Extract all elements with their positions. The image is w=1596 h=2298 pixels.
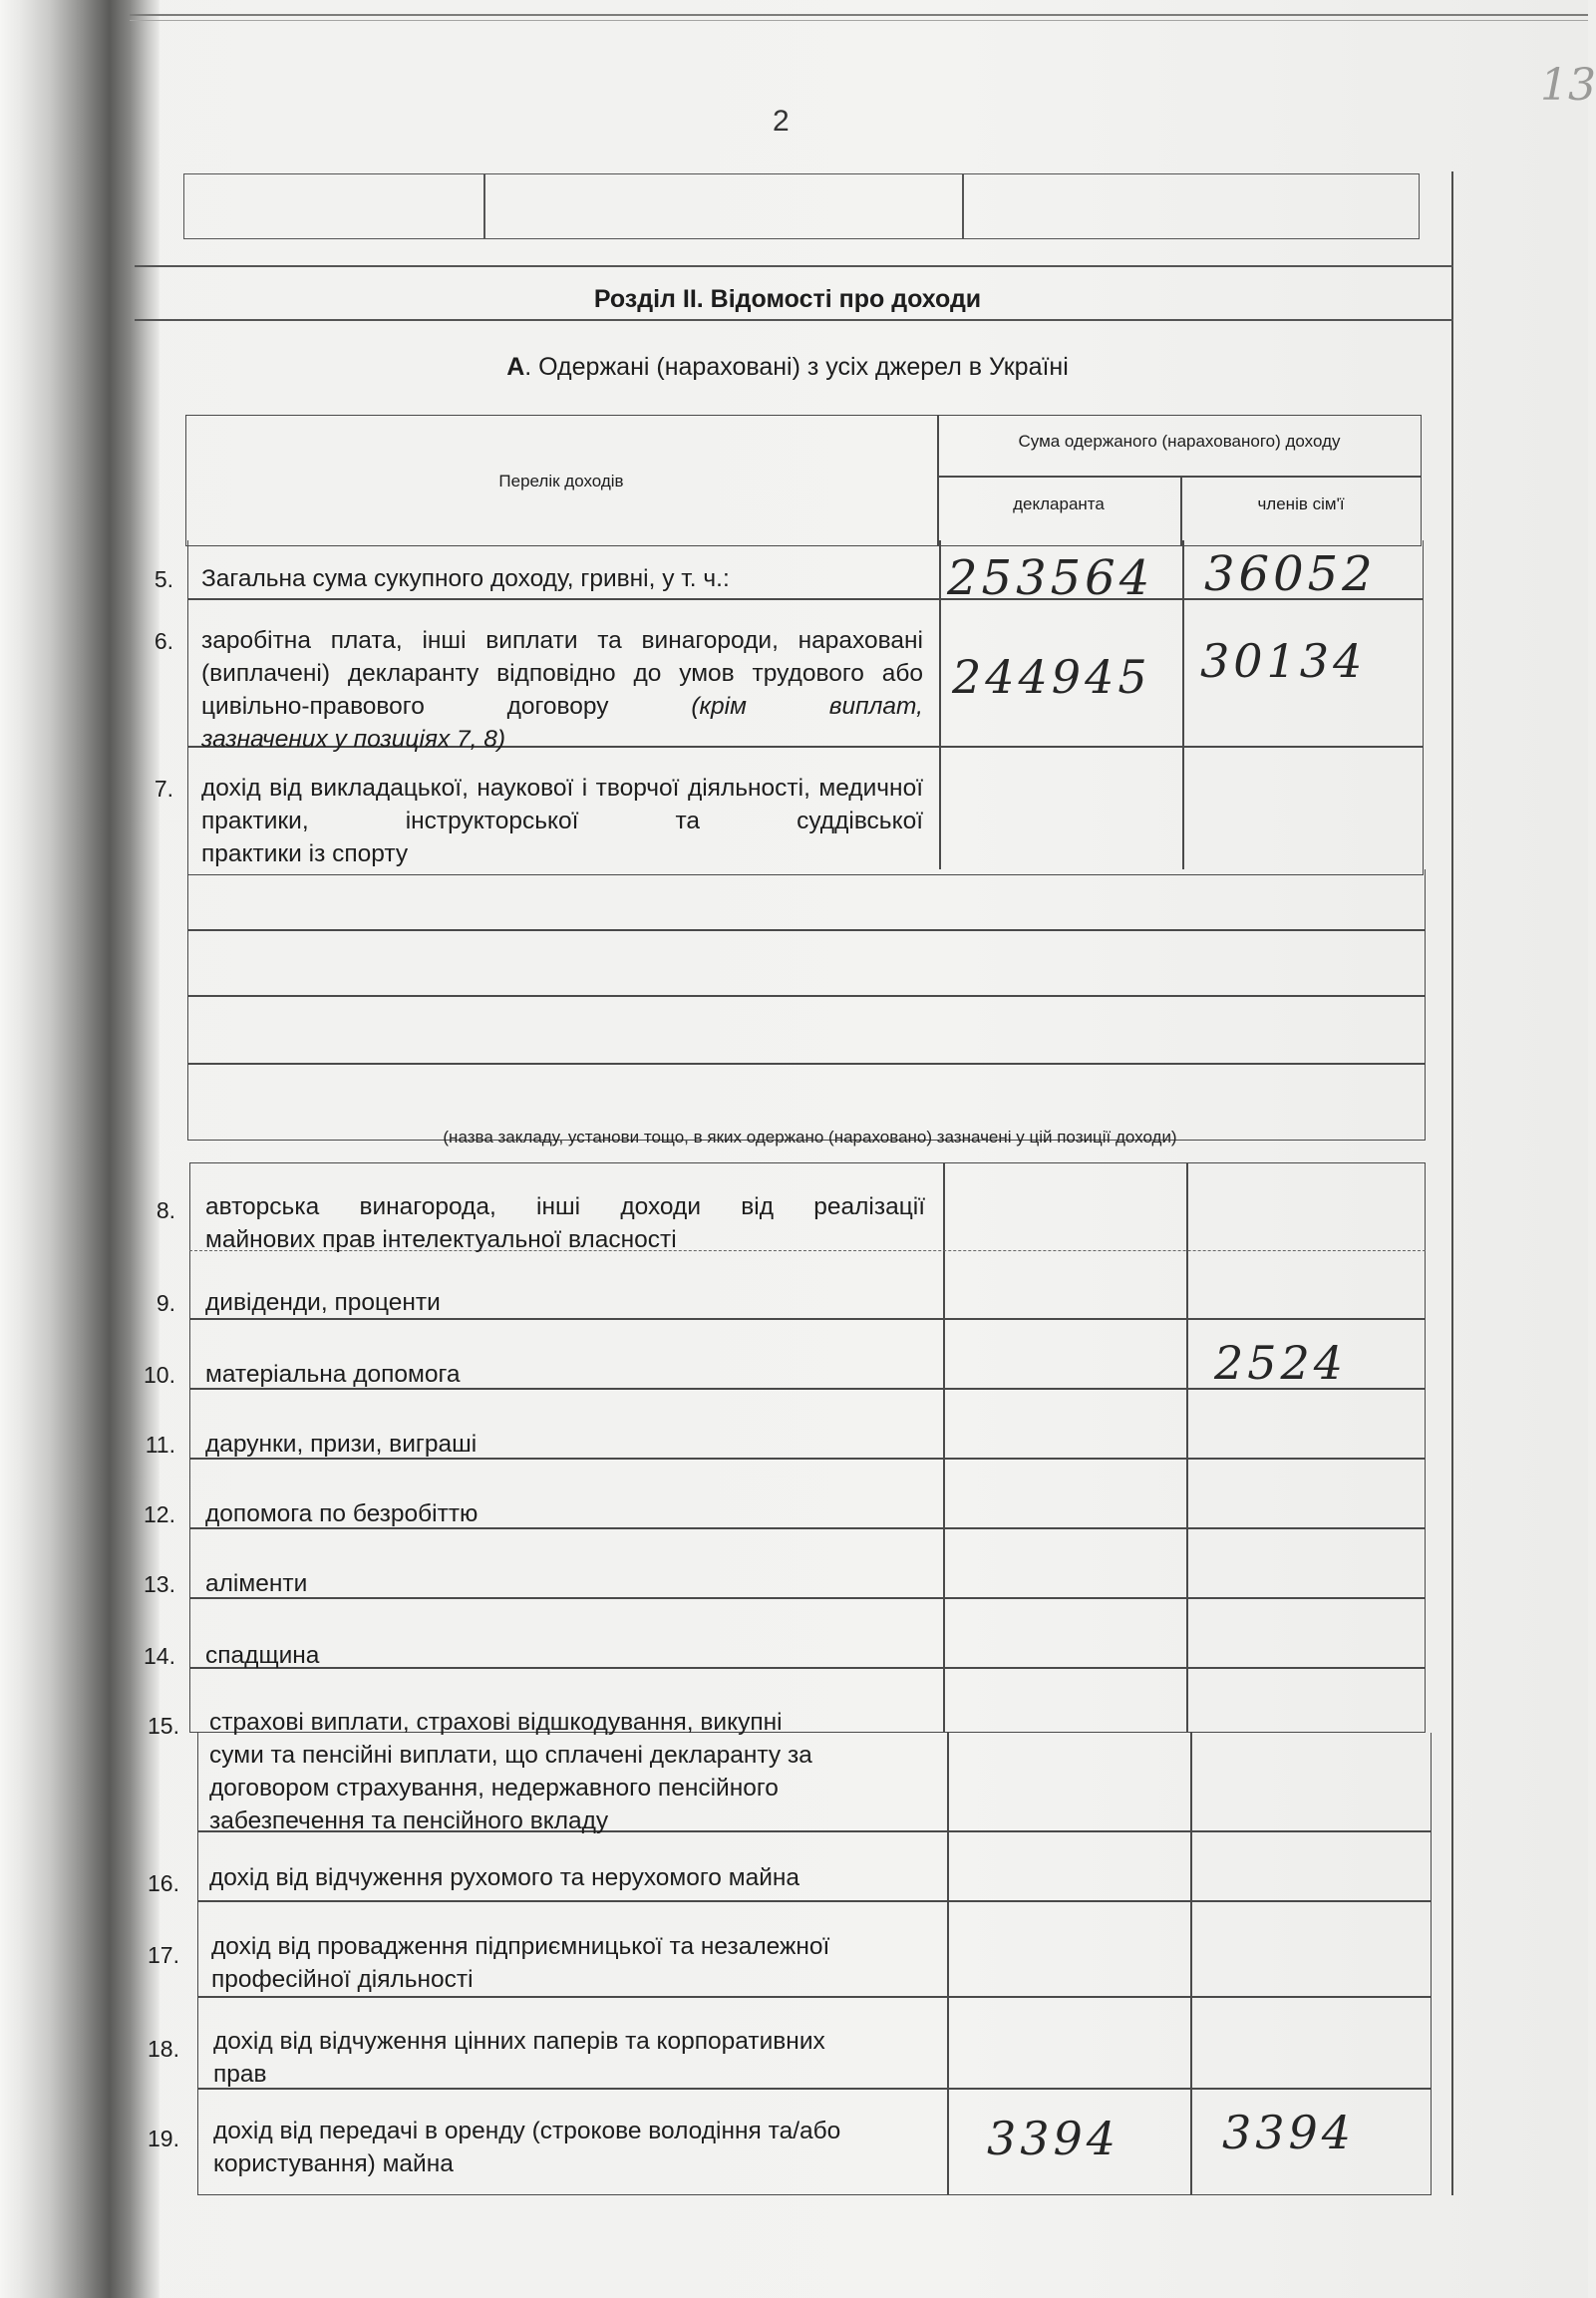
row-6-declarant-value: 244945: [952, 650, 1151, 704]
row-19-declarant-value: 3394: [987, 2112, 1120, 2165]
row-11-number: 11.: [145, 1432, 175, 1458]
row-8-number: 8.: [156, 1197, 175, 1223]
row-17-label-line-2: професійної діяльності: [211, 1966, 474, 1993]
row-15-number: 15.: [148, 1713, 179, 1739]
section-rule-bottom: [135, 319, 1453, 321]
institution-line: [187, 929, 1426, 931]
row-19-family-value: 3394: [1222, 2106, 1356, 2159]
row-7-label-line-2: медичної практики, інструкторської та суддівської: [201, 775, 923, 834]
family-header: членів сім'ї: [1257, 494, 1345, 513]
row-17-number: 17.: [148, 1942, 179, 1968]
row-12-number: 12.: [144, 1501, 175, 1527]
row-12-label: допомога по безробіттю: [205, 1500, 479, 1527]
row-7-label-line-1: дохід від викладацької, наукової і творчої діяльності,: [201, 775, 810, 802]
row-7-label-last: практики із спорту: [201, 840, 409, 867]
row-10-label: матеріальна допомога: [205, 1361, 461, 1388]
row-6-number: 6.: [154, 628, 173, 654]
row-9-number: 9.: [156, 1290, 175, 1316]
row-18-label-line-2: прав: [213, 2061, 267, 2088]
row-rule: [197, 1996, 1432, 1998]
rows-divider: [947, 1733, 949, 2195]
header-sum-rule: [937, 476, 1422, 478]
row-rule: [197, 1900, 1432, 1902]
row-15-label-line-2: суми та пенсійні виплати, що сплачені декларанту за: [209, 1742, 812, 1769]
row-5-family-value: 36052: [1204, 546, 1377, 602]
carryover-divider: [483, 174, 485, 238]
row-6-label-italic: (крім виплат,: [691, 693, 923, 720]
row-15-label-line-4: забезпечення та пенсійного вкладу: [209, 1807, 609, 1834]
row-10-family-value: 2524: [1214, 1336, 1348, 1390]
carryover-divider: [962, 174, 964, 238]
row-19-label: [213, 2115, 941, 2180]
row-18-label: [213, 2025, 941, 2091]
row-6-label-line-2: (виплачені) декларанту відповідно до умов трудового: [201, 660, 864, 687]
row-14-label: спадщина: [205, 1642, 320, 1669]
row-18-label-line-1: дохід від відчуження цінних паперів та корпоративних: [213, 2028, 825, 2055]
row-7-number: 7.: [154, 776, 173, 802]
section-rule-top: [135, 265, 1453, 267]
rows-divider: [939, 540, 941, 869]
row-10-number: 10.: [144, 1362, 175, 1388]
row-16-label: дохід від відчуження рухомого та нерухомого майна: [209, 1864, 800, 1891]
subsection-letter: А: [506, 353, 525, 381]
row-17-label: [211, 1930, 939, 1996]
row-7-label: [201, 772, 923, 870]
rows-divider: [1182, 540, 1184, 869]
row-19-label-line-2: користування) майна: [213, 2150, 454, 2177]
row-6-label-italic-last: зазначених у позиціях 7, 8): [201, 726, 506, 753]
row-6-label: [201, 624, 923, 756]
row-5-number: 5.: [154, 566, 173, 592]
row-rule: [189, 1597, 1426, 1599]
row-19-number: 19.: [148, 2126, 179, 2151]
rows-divider: [1186, 1162, 1188, 1733]
row-8-label-last: майнових прав інтелектуальної власності: [205, 1226, 677, 1253]
row-15-label-line-3: договором страхування, недержавного пенсійного: [209, 1775, 779, 1802]
row-8-label-line-1: авторська винагорода, інші доходи від реалізації: [205, 1193, 925, 1220]
row-6-label-line-1: заробітна плата, інші виплати та винагороди, нараховані: [201, 627, 923, 654]
subsection-title: [0, 353, 1575, 382]
row-9-label: дивіденди, проценти: [205, 1289, 441, 1316]
row-13-label: аліменти: [205, 1570, 308, 1597]
subsection-text: . Одержані (нараховані) з усіх джерел в Україні: [524, 353, 1069, 381]
row-17-label-line-1: дохід від провадження підприємницької та незалежної: [211, 1933, 830, 1960]
row-rule: [189, 1667, 1426, 1669]
row-14-number: 14.: [144, 1643, 175, 1669]
institution-note: (назва закладу, установи тощо, в яких одержано (нараховано) зазначені у цій позиції доходи): [443, 1128, 1177, 1147]
row-6-family-value: 30134: [1200, 634, 1367, 688]
list-header: Перелік доходів: [498, 472, 624, 491]
row-16-number: 16.: [148, 1870, 179, 1896]
right-margin-rule: [1451, 171, 1453, 2195]
row-8-label: [205, 1190, 925, 1256]
section-title: Розділ II. Відомості про доходи: [593, 285, 982, 313]
corner-sheet-mark: 13: [1540, 60, 1596, 111]
row-15-label-line-1: страхові виплати, страхові відшкодування, викупні: [209, 1709, 783, 1736]
rows-divider: [1190, 1733, 1192, 2195]
row-5-declarant-value: 253564: [947, 550, 1154, 606]
declarant-header: декларанта: [1013, 494, 1105, 513]
row-19-label-line-1: дохід від передачі в оренду (строкове володіння та/або: [213, 2118, 841, 2144]
row-11-label: дарунки, призи, виграші: [205, 1431, 478, 1458]
row-15-label: [209, 1706, 937, 1837]
row-5-label: Загальна сума сукупного доходу, гривні, у т. ч.:: [201, 565, 730, 592]
institution-lines-box: [187, 869, 1426, 1141]
row-18-number: 18.: [148, 2036, 179, 2062]
page-number: 2: [773, 105, 790, 138]
carryover-table-row: [183, 173, 1420, 239]
row-6-label-line-3: або цивільно-правового договору: [201, 660, 923, 720]
row-13-number: 13.: [144, 1571, 175, 1597]
institution-line: [187, 1063, 1426, 1065]
institution-line: [187, 995, 1426, 997]
sum-header: Сума одержаного (нарахованого) доходу: [1018, 432, 1341, 451]
top-edge-rule-2: [130, 20, 1588, 21]
top-edge-rule: [130, 14, 1588, 16]
rows-divider: [943, 1162, 945, 1733]
